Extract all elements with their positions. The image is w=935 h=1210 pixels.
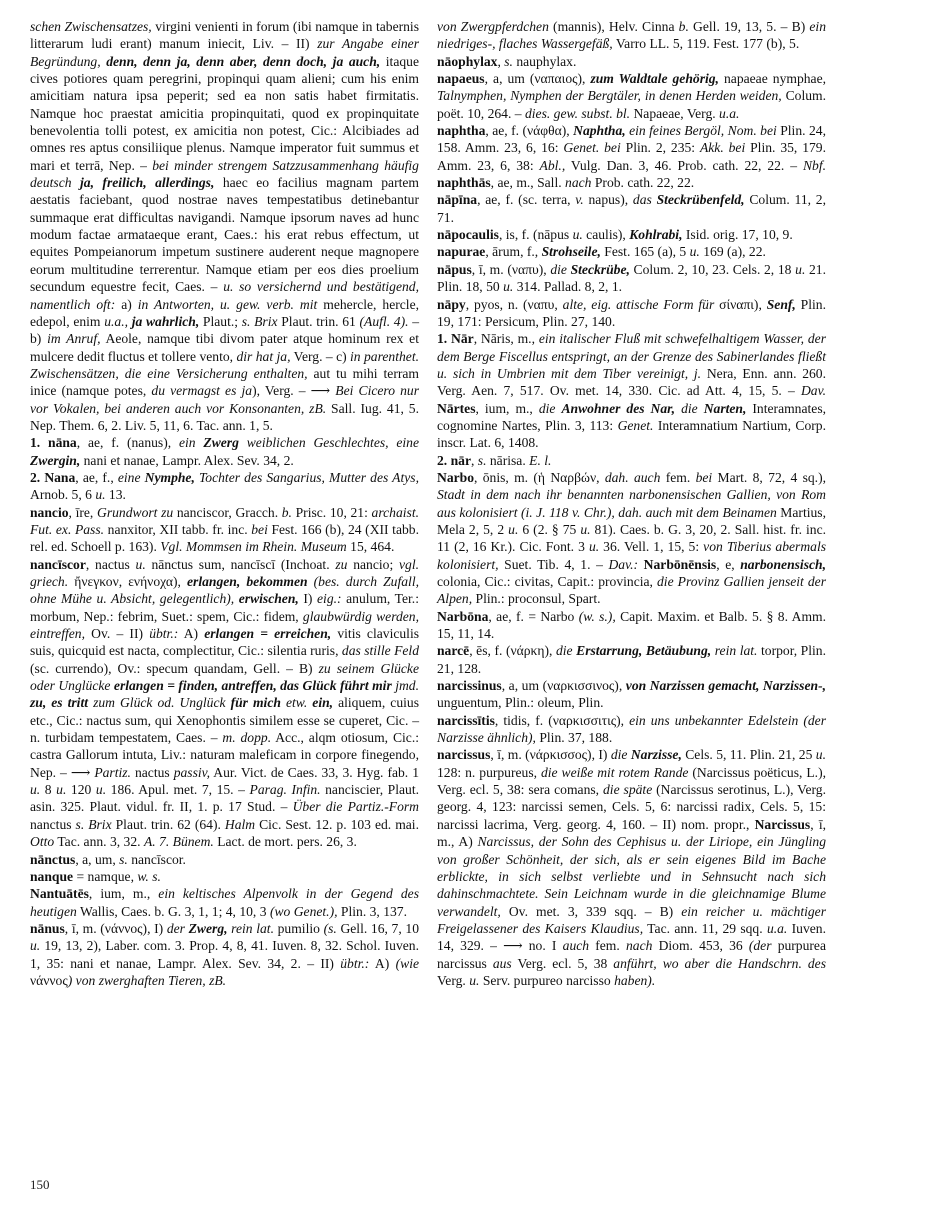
dictionary-entry: narcissinus, a, um (ναρκισσινος), von Narzissen gemacht, Narzissen-, unguentum, Plin.: oleum, Plin. [437, 678, 826, 711]
left-column [30, 18, 419, 989]
dictionary-entry: schen Zwischensatzes, virgini venienti in forum (ibi namque in tabernis litterarum ludi erant) manum iniecit, Liv. – II) zur Angabe einer Begründung, denn, denn ja, denn aber, denn doch, ja auch, itaque cives potiores quam peregrini, propinqui quam alieni; cum his enim amicitiam natura ipsa peperit; sed ea non satis habet firmitatis. Namque hoc praestat amicitia propinquitati, quod ex propinquitate benevolentia tolli potest, ex amicitia non potest, Cic.: Alcibiades ad omnes res aptus consiliique plenus. Namque imperator fuit summus et mari et terrā, Nep. – bei minder strengem Satzzusammenhang häufig deutsch ja, freilich, allerdings, haec eo facilius magnam partem aestatis faciebant, quod nostrae naves tempestatibus detinebantur summaque erat difficultas navigandi. Namque ipsorum naves ad hunc modum factae armataeque erant, Caes.: his erat rebus effectum, ut equites Pompeianorum impetum sustinere auderent neque magnopere eorum multitudine terrerentur. Namque etiam per eos dies proelium secundum equestre fecit, Caes. – u. so versichernd und bestätigend, namentlich oft: a) in Antworten, u. gew. verb. mit mehercle, hercle, edepol, enim u.a., ja wahrlich, Plaut.; s. Brix Plaut. trin. 61 (Aufl. 4). – b) im Anruf, Aeole, namque tibi divom pater atque hominum rex et mulcere dedit fluctus et tollere vento, dir hat ja, Verg. – c) in parenthet. Zwischensätzen, die eine Versicherung enthalten, aut tu mihi terram inice (namque potes, du vermagst es ja), Verg. – ⟶ Bei Cicero nur vor Vokalen, bei anderen auch vor Konsonanten, zB. Sall. Iug. 41, 5. Nep. Them. 6, 2. Liv. 5, 11, 6. Tac. ann. 1, 5. [30, 19, 420, 433]
dictionary-entry: Narbōna, ae, f. = Narbo (w. s.), Capit. Maxim. et Balb. 5. § 8. Amm. 15, 11, 14. [437, 608, 826, 642]
dictionary-entry: nāpus, ī, m. (ναπυ), die Steckrübe, Colum. 2, 10, 23. Cels. 2, 18 u. 21. Plin. 18, 50 u. 314. Pallad. 8, 2, 1. [437, 261, 826, 295]
right-column [437, 18, 826, 989]
dictionary-entry: nāpy, pyos, n. (ναπυ, alte, eig. attische Form für σίναπι), Senf, Plin. 19, 171: Persicum, Plin. 27, 140. [437, 296, 826, 329]
dictionary-entry: nāpīna, ae, f. (sc. terra, v. napus), das Steckrübenfeld, Colum. 11, 2, 71. [437, 192, 826, 225]
dictionary-entry: nānctus, a, um, s. nancīscor. [30, 851, 186, 867]
dictionary-entry: narcē, ēs, f. (νάρκη), die Erstarrung, Betäubung, rein lat. torpor, Plin. 21, 128. [437, 643, 826, 676]
dictionary-entry: napurae, ārum, f., Strohseile, Fest. 165 (a), 5 u. 169 (a), 22. [437, 244, 766, 260]
dictionary-entry: nāpocaulis, is, f. (nāpus u. caulis), Kohlrabi, Isid. orig. 17, 10, 9. [437, 227, 793, 243]
dictionary-entry: 1. nāna, ae, f. (nanus), ein Zwerg weiblichen Geschlechtes, eine Zwergin, nani et nanae, Lampr. Alex. Sev. 34, 2. [30, 435, 420, 468]
dictionary-entry: narcissus, ī, m. (νάρκισσος), I) die Narzisse, Cels. 5, 11. Plin. 21, 25 u. 128: n. purpureus, die weiße mit rotem Rande (Narcissus poëticus, L.), Verg. ecl. 5, 38: sera comans, die späte (Narcissus serotinus, L.), Verg. georg. 4, 123: narcissi semen, Cels. 5, 6: narcissi radix, Cels. 5, 15: narcissi lacrima, Verg. georg. 4, 160. – II) nom. propr., Narcissus, ī, m., A) Narcissus, der Sohn des Cephisus u. der Liriope, ein Jüngling von großer Schönheit, der sich, als er sein eigenes Bild im Bache erblickte, in sich selbst verliebte und in Sehnsucht nach sich dahinschmachtete. Sein Leichnam wurde in die gleichnamige Blume verwandelt, Ov. met. 3, 339 sqq. – B) ein reicher u. mächtiger Freigelassener des Kaisers Klaudius, Tac. ann. 11, 29 sqq. u.a. Iuven. 14, 329. – ⟶ no. I auch fem. nach Diom. 453, 36 (der purpurea narcissus aus Verg. ecl. 5, 38 anführt, wo aber die Handschrn. des Verg. u. Serv. purpureo narcisso haben). [437, 747, 827, 988]
dictionary-entry: 2. nār, s. nārisa. E. l. [437, 452, 552, 468]
dictionary-entry: napaeus, a, um (ναπαιος), zum Waldtale gehörig, napaeae nymphae, Talnymphen, Nymphen der Bergtäler, in denen Herden weiden, Colum. poët. 10, 264. – dies. gew. subst. bl. Napaeae, Verg. u.a. [437, 71, 826, 121]
dictionary-entry: nānus, ī, m. (νάννος), I) der Zwerg, rein lat. pumilio (s. Gell. 16, 7, 10 u. 19, 13, 2), Laber. com. 3. Prop. 4, 8, 41. Iuven. 8, 32. Schol. Iuven. 1, 35: nani et nanae, Lampr. Alex. Sev. 34, 2. – II) übtr.: A) (wie νάννος) von zwerghaften Tieren, zB. [30, 920, 419, 988]
dictionary-entry: von Zwergpferdchen (mannis), Helv. Cinna b. Gell. 19, 13, 5. – B) ein niedriges-, flaches Wassergefäß, Varro LL. 5, 119. Fest. 177 (b), 5. [437, 19, 826, 52]
dictionary-entry: nanque = namque, w. s. [30, 868, 161, 884]
dictionary-entry: nancio, īre, Grundwort zu nanciscor, Gracch. b. Prisc. 10, 21: archaist. Fut. ex. Pass. nanxitor, XII tabb. fr. inc. bei Fest. 166 (b), 24 (XII tabb. rel. ed. Schoell p. 163). Vgl. Mommsen im Rhein. Museum 15, 464. [30, 504, 419, 555]
dictionary-entry: narcissītis, tidis, f. (ναρκισσιτις), ein uns unbekannter Edelstein (der Narzisse ähnlich), Plin. 37, 188. [437, 712, 826, 746]
page-number: 150 [30, 1177, 50, 1192]
dictionary-entry: naphtha, ae, f. (νάφθα), Naphtha, ein feines Bergöl, Nom. bei Plin. 24, 158. Amm. 23, 6, 16: Genet. bei Plin. 2, 235: Akk. bei Plin. 35, 179. Amm. 23, 6, 38: Abl., Vulg. Dan. 3, 46. Prob. cath. 22, 22. – Nbf. naphthās, ae, m., Sall. nach Prob. cath. 22, 22. [437, 123, 826, 191]
dictionary-entry: 1. Nār, Nāris, m., ein italischer Fluß mit schwefelhaltigem Wasser, der dem Berge Fiscellus entspringt, an der Grenze des Sabinerlandes fließt u. sich in Umbrien mit dem Tiber vereinigt, j. Nera, Enn. ann. 260. Verg. Aen. 7, 517. Ov. met. 14, 330. Cic. ad Att. 4, 15, 5. – Dav. Nārtes, ium, m., die Anwohner des Nar, die Narten, Interamnates, cognomine Nartes, Plin. 3, 113: Genet. Interamnatium Nartium, Corp. inscr. Lat. 6, 1408. [437, 331, 827, 451]
dictionary-entry: Narbo, ōnis, m. (ἡ Ναρβών, dah. auch fem. bei Mart. 8, 72, 4 sq.), Stadt in dem nach ihr benannten narbonensischen Gallien, von Rom aus kolonisiert (i. J. 118 v. Chr.), dah. auch mit dem Beinamen Martius, Mela 2, 5, 2 u. 6 (2. § 75 u. 81). Caes. b. G. 3, 20, 2. Sall. hist. fr. inc. 11 (2, 16 Kr.). Cic. Font. 3 u. 36. Vell. 1, 15, 5: von Tiberius abermals kolonisiert, Suet. Tib. 4, 1. – Dav.: Narbōnēnsis, e, narbonensisch, colonia, Cic.: civitas, Capit.: provincia, die Provinz Gallien jenseit der Alpen, Plin.: proconsul, Spart. [437, 469, 827, 607]
dictionary-entry: nancīscor, nactus u. nānctus sum, nancīscī (Inchoat. zu nancio; vgl. griech. ἤνεγκον, ενήνοχα), erlangen, bekommen (bes. durch Zufall, ohne Mühe u. Absicht, gelegentlich), erwischen, I) eig.: anulum, Ter.: morbum, Nep.: febrim, Suet.: spem, Cic.: fidem, glaubwürdig werden, eintreffen, Ov. – II) übtr.: A) erlangen = erreichen, vitis claviculis suis, quicquid est nacta, complectitur, Cic.: silentia ruris, das stille Feld (sc. currendo), Ov.: specum quandam, Gell. – B) zu seinem Glücke oder Unglücke erlangen = finden, antreffen, das Glück führt mir jmd. zu, es tritt zum Glück od. Unglück für mich etw. ein, aliquem, cuius etc., Cic.: nactus sum, qui Xenophontis similem esse se cuperet, Cic. – n. turbidam tempestatem, Caes. – m. dopp. Acc., alqm otiosum, Cic.: castra Gallorum intuta, Liv.: naturam maleficam in corpore finegendo, Nep. – ⟶ Partiz. nactus passiv, Aur. Vict. de Caes. 33, 3. Hyg. fab. 1 u. 8 u. 120 u. 186. Apul. met. 7, 15. – Parag. Infin. nanciscier, Plaut. asin. 325. Plaut. vidul. fr. II, 1. p. 17 Stud. – Über die Partiz.-Form nanctus s. Brix Plaut. trin. 62 (64). Halm Cic. Sest. 12. p. 103 ed. mai. Otto Tac. ann. 3, 32. A. 7. Bünem. Lact. de mort. pers. 26, 3. [30, 556, 420, 850]
dictionary-entry: nāophylax, s. nauphylax. [437, 53, 577, 69]
dictionary-entry: 2. Nana, ae, f., eine Nymphe, Tochter des Sangarius, Mutter des Atys, Arnob. 5, 6 u. 13. [30, 469, 419, 503]
dictionary-entry: Nantuātēs, ium, m., ein keltisches Alpenvolk in der Gegend des heutigen Wallis, Caes. b. G. 3, 1, 1; 4, 10, 3 (wo Genet.), Plin. 3, 137. [30, 886, 419, 919]
